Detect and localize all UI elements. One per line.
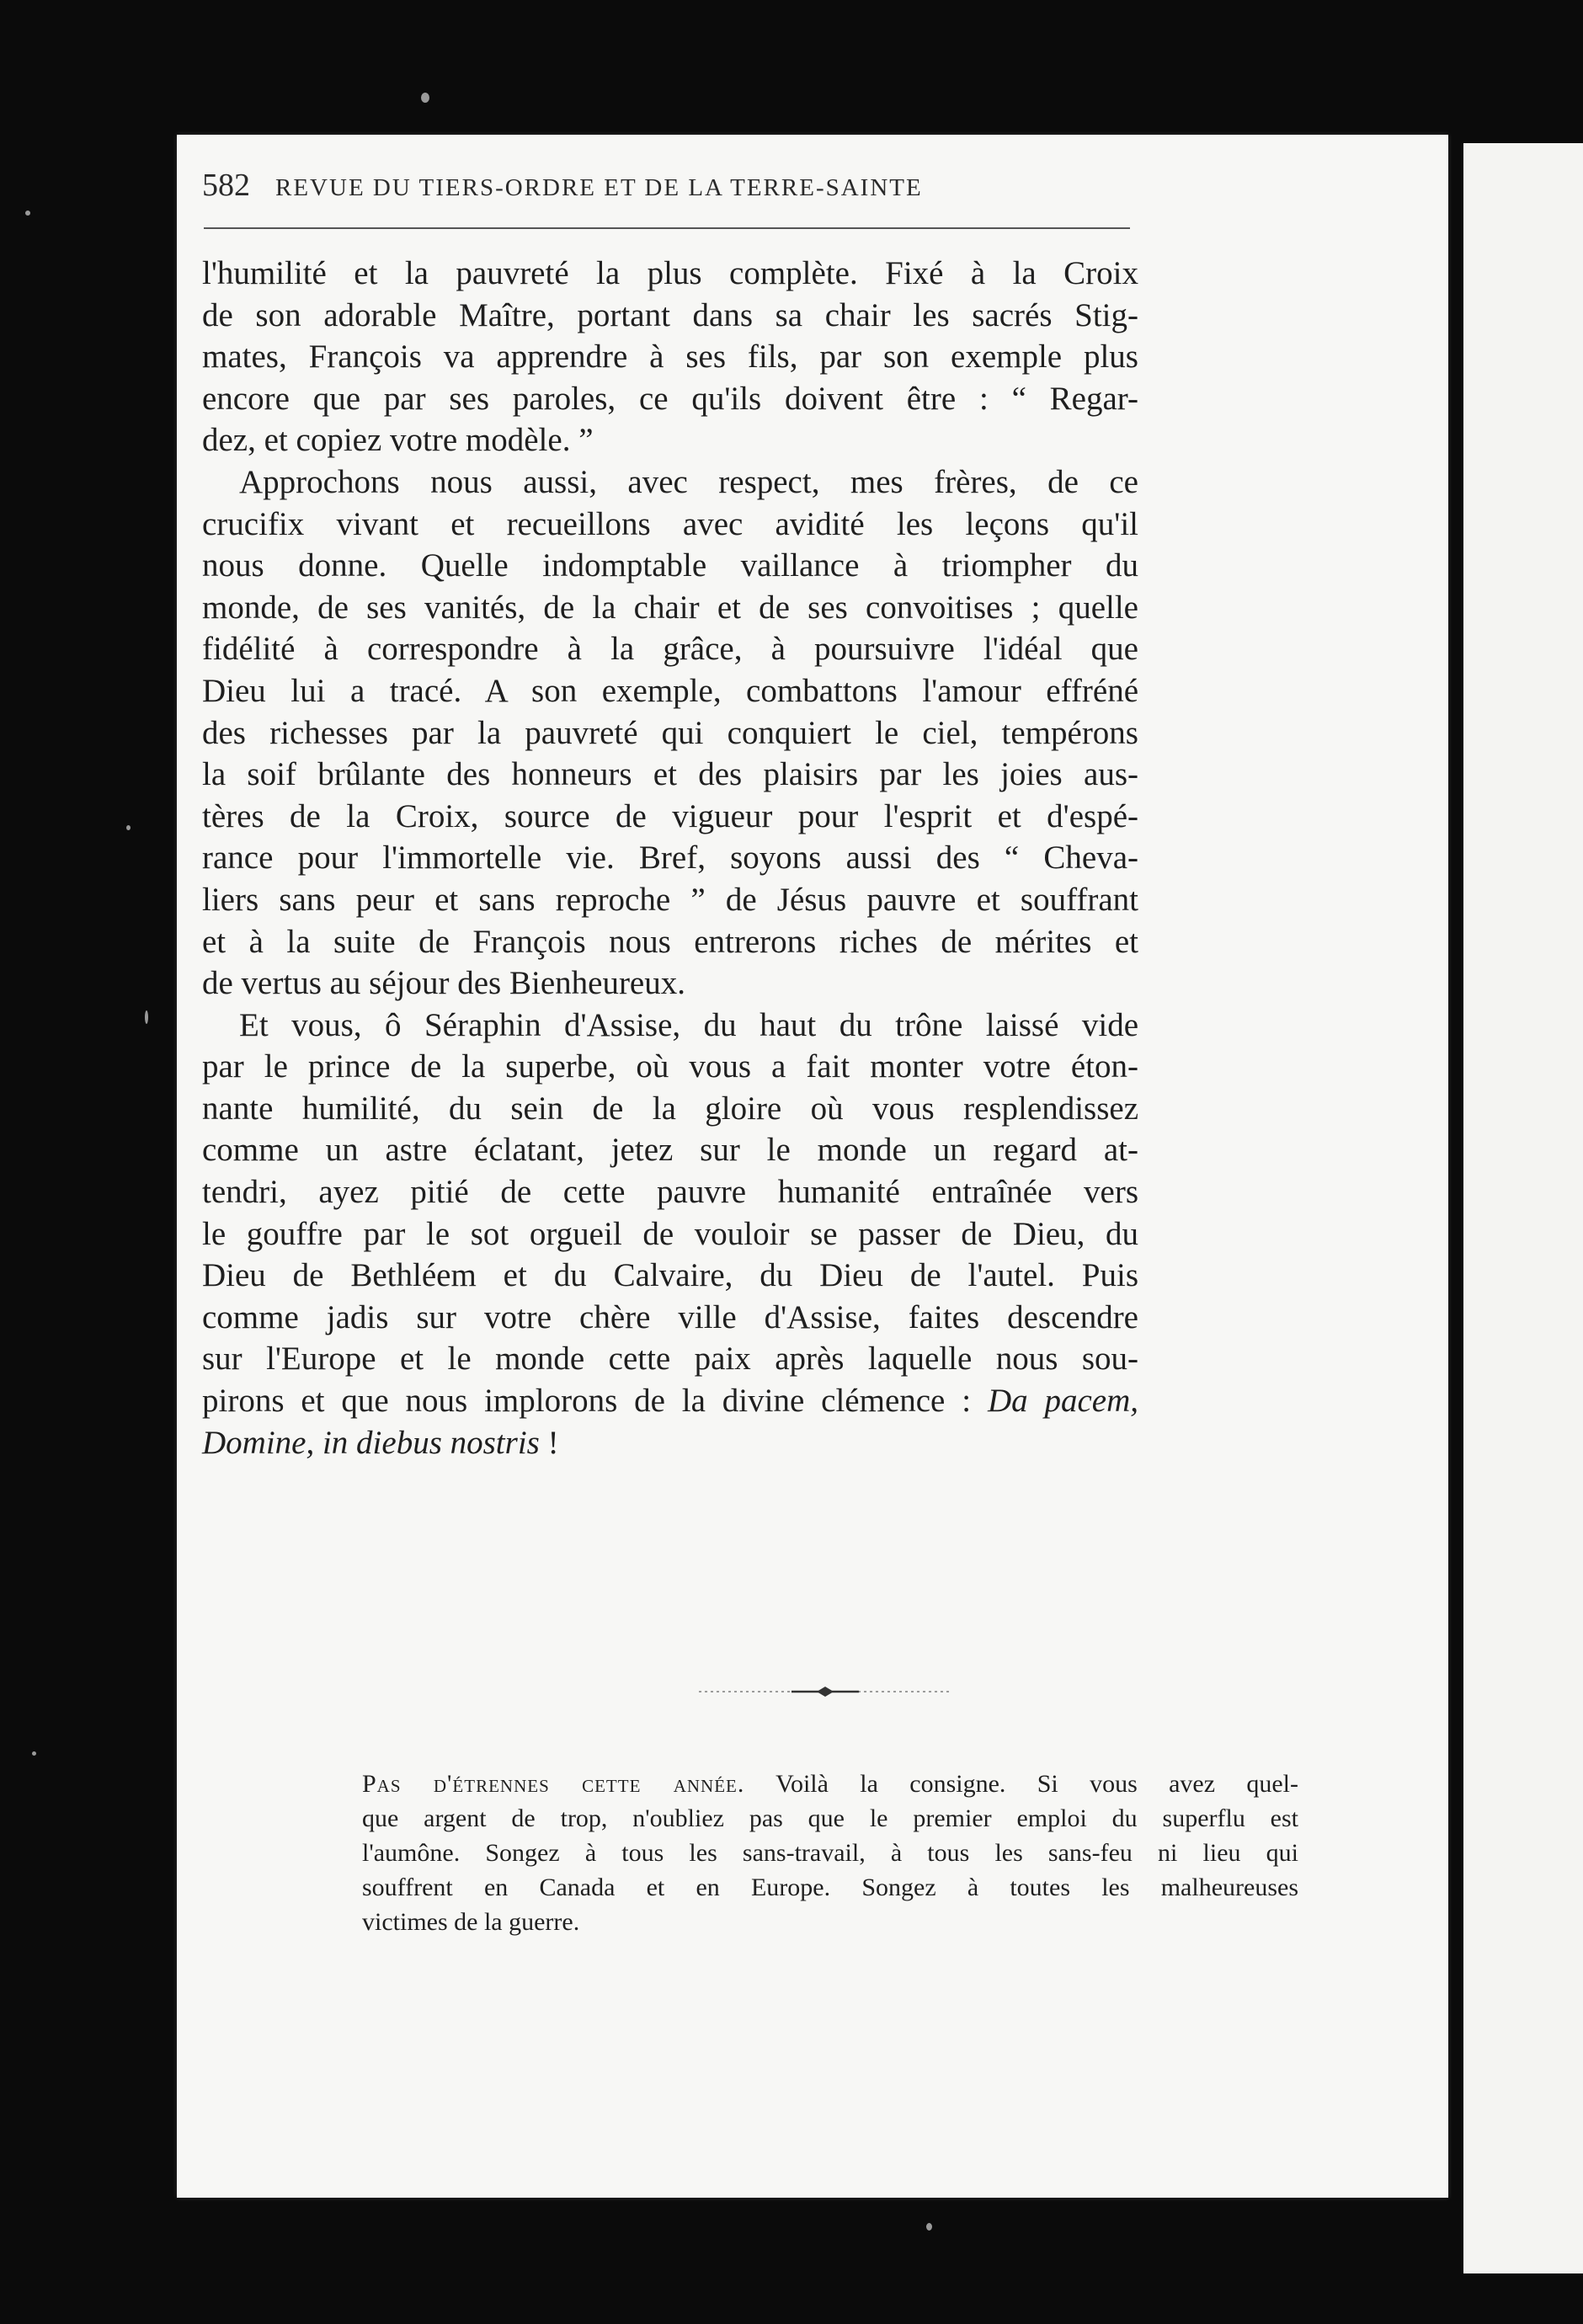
text-run: ! [539,1424,559,1461]
text-line: sur l'Europe et le monde cette paix après laquelle nous sou- [202,1341,1138,1378]
text-line: Approchons nous aussi, avec respect, mes frères, de ce [239,463,1138,500]
footnote-line: l'aumône. Songez à tous les sans-travail, à tous les sans-feu ni lieu qui [362,1839,1298,1867]
text-line: Dieu lui a tracé. A son exemple, combattons l'amour effréné [202,672,1138,709]
text-line: nante humilité, du sein de la gloire où vous resplendissez [202,1090,1138,1127]
page-header [202,167,1162,204]
text-run: pirons et que nous implorons de la divine clémence : [202,1383,988,1420]
text-line: par le prince de la superbe, où vous a fait monter votre éton- [202,1048,1138,1085]
header-rule [204,227,1130,229]
scan-speck [145,1010,148,1024]
text-line: fidélité à correspondre à la grâce, à poursuivre l'idéal que [202,631,1138,668]
text-line: monde, de ses vanités, de la chair et de ses convoitises ; quelle [202,589,1138,626]
footnote-line [362,1767,1298,1801]
body-text [202,253,1138,1463]
text-run: Voilà la consigne. Si vous avez quel- [744,1770,1298,1798]
latin-phrase: Domine, in diebus nostris [202,1424,540,1461]
text-line [202,1422,1138,1464]
scan-speck [25,211,30,216]
text-line: comme un astre éclatant, jetez sur le monde un regard at- [202,1132,1138,1169]
scan-speck [126,825,131,830]
text-line: des richesses par la pauvreté qui conquiert le ciel, tempérons [202,714,1138,751]
scan-speck [926,2223,932,2231]
paragraph-2 [202,461,1138,1005]
text-line: Dieu de Bethléem et du Calvaire, du Dieu de l'autel. Puis [202,1257,1138,1294]
text-line: tères de la Croix, source de vigueur pour l'esprit et d'espé- [202,797,1138,834]
text-line: liers sans peur et sans reproche ” de Jésus pauvre et souffrant [202,881,1138,918]
adjacent-page-edge [1463,143,1583,2273]
text-line: mates, François va apprendre à ses fils, par son exemple plus [202,338,1138,376]
scan-speck [32,1751,36,1756]
text-line: le gouffre par le sot orgueil de vouloir se passer de Dieu, du [202,1215,1138,1252]
text-line: comme jadis sur votre chère ville d'Assise, faites descendre [202,1298,1138,1335]
text-line: de son adorable Maître, portant dans sa chair les sacrés Stig- [202,296,1138,333]
text-line [202,1380,1138,1422]
footnote-line: que argent de trop, n'oubliez pas que le premier emploi du superflu est [362,1804,1298,1832]
paragraph-3 [202,1005,1138,1464]
running-title: REVUE DU TIERS-ORDRE ET DE LA TERRE-SAINTE [275,174,923,201]
scan-speck [421,93,429,103]
text-line: l'humilité et la pauvreté la plus complète. Fixé à la Croix [202,255,1138,291]
section-ornament [699,1686,951,1698]
page-number: 582 [202,168,250,203]
text-line: encore que par ses paroles, ce qu'ils doivent être : “ Regar- [202,380,1138,417]
footnote-line: victimes de la guerre. [362,1908,580,1936]
latin-phrase: Da pacem, [987,1383,1139,1420]
text-line: tendri, ayez pitié de cette pauvre humanité entraînée vers [202,1174,1138,1211]
footnote-lead: Pas d'étrennes cette année. [362,1770,745,1798]
footnote [362,1767,1298,1939]
text-line: Et vous, ô Séraphin d'Assise, du haut du trône laissé vide [239,1006,1138,1043]
paragraph-1 [202,253,1138,461]
text-line: nous donne. Quelle indomptable vaillance à triompher du [202,547,1138,584]
text-line: et à la suite de François nous entrerons riches de mérites et [202,923,1138,960]
text-line: crucifix vivant et recueillons avec avidité les leçons qu'il [202,505,1138,542]
text-line: de vertus au séjour des Bienheureux. [202,965,685,1002]
text-line: rance pour l'immortelle vie. Bref, soyons aussi des “ Cheva- [202,840,1138,877]
text-line: dez, et copiez votre modèle. ” [202,422,594,459]
footnote-line: souffrent en Canada et en Europe. Songez à toutes les malheureuses [362,1874,1298,1901]
text-line: la soif brûlante des honneurs et des plaisirs par les joies aus- [202,756,1138,793]
